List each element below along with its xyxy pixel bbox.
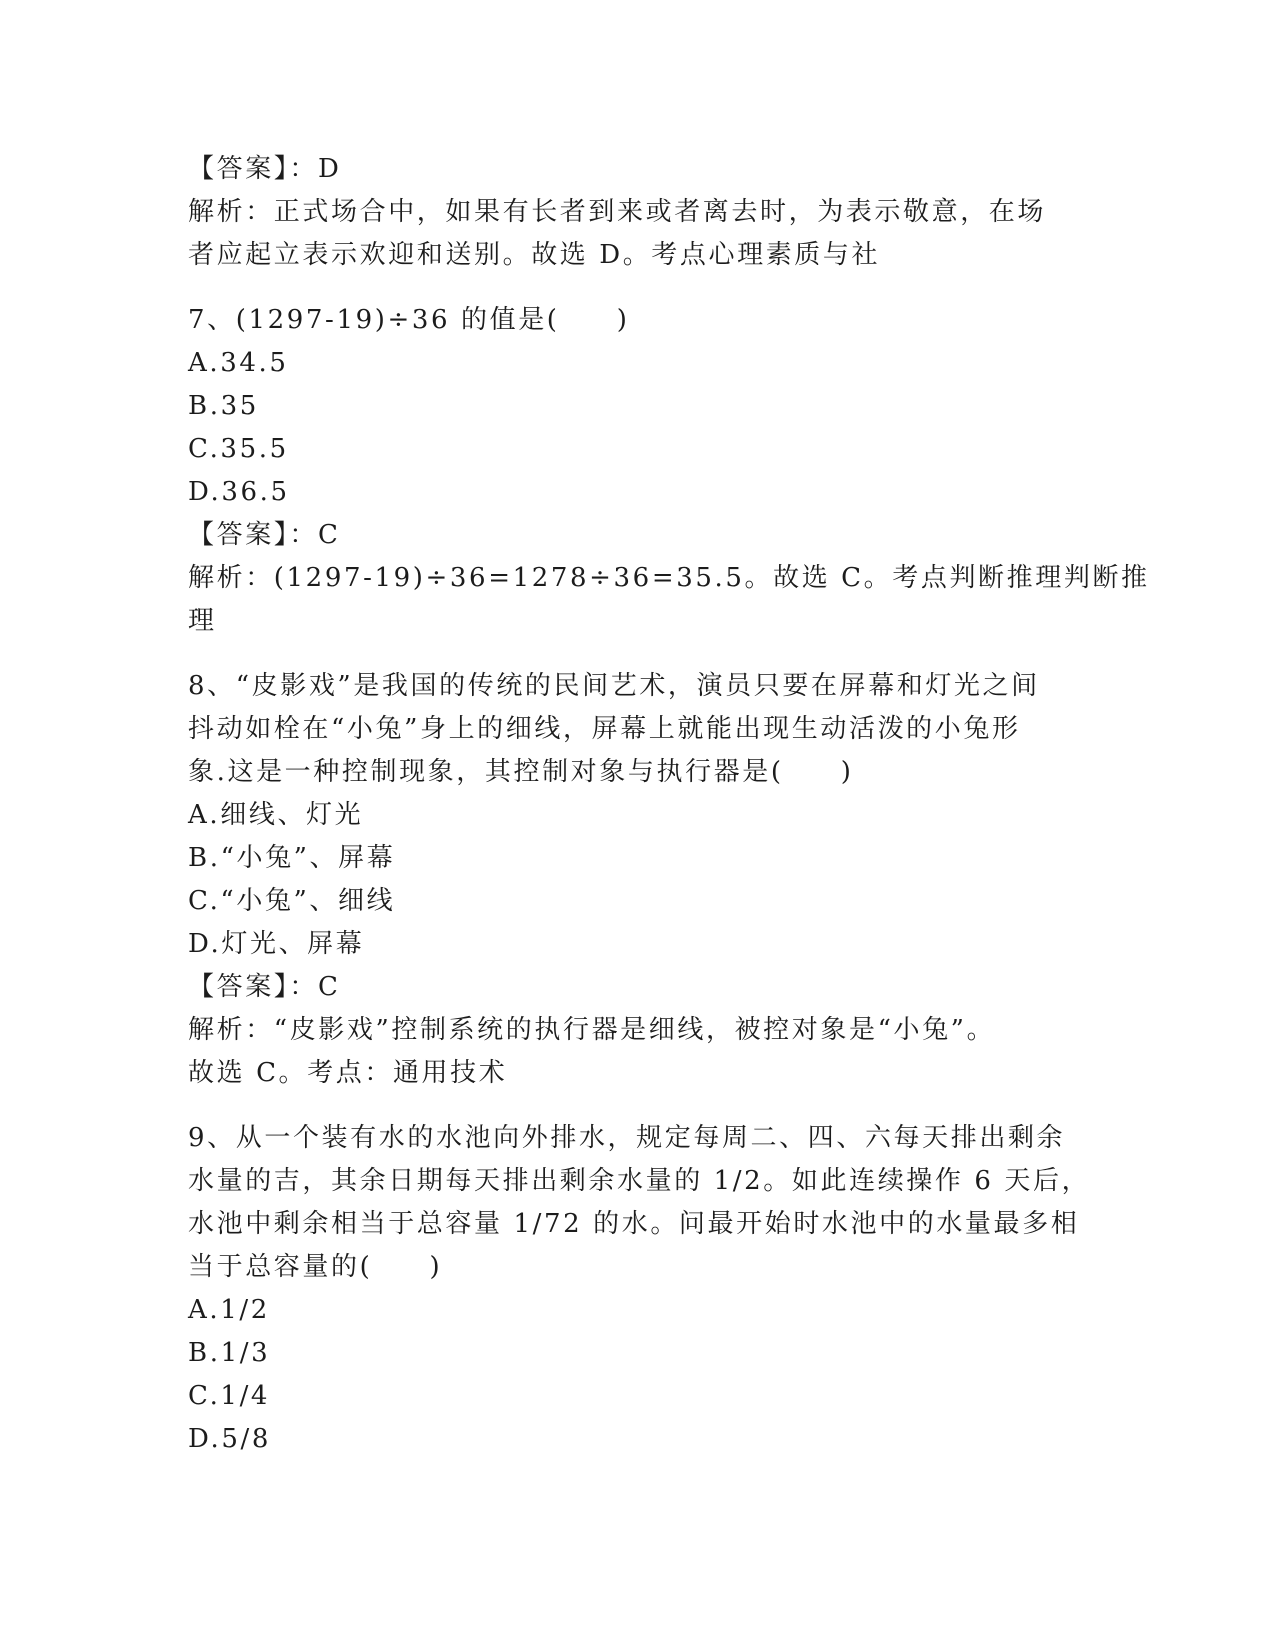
question-7 <box>188 299 1150 643</box>
option-a: A.34.5 <box>188 348 289 378</box>
question-9 <box>188 1117 1091 1461</box>
analysis-line: 者应起立表示欢迎和送别。故选 D。考点心理素质与社 <box>188 240 881 270</box>
option-c: C.“小兔”、细线 <box>188 886 396 916</box>
question-text: 8、“皮影戏”是我国的传统的民间艺术，演员只要在屏幕和灯光之间 <box>188 671 1040 701</box>
option-c: C.1/4 <box>188 1381 271 1411</box>
question-text: 象.这是一种控制现象，其控制对象与执行器是( ) <box>188 757 854 787</box>
option-b: B.1/3 <box>188 1338 271 1368</box>
answer-line: 【答案】：D <box>188 154 342 184</box>
option-d: D.灯光、屏幕 <box>188 929 365 959</box>
analysis-line: 解析：(1297-19)÷36=1278÷36=35.5。故选 C。考点判断推理判断推 <box>188 563 1150 593</box>
answer-line: 【答案】：C <box>188 520 341 550</box>
answer-block-q6 <box>188 148 1078 277</box>
option-d: D.5/8 <box>188 1424 272 1454</box>
question-text: 水池中剩余相当于总容量 1/72 的水。问最开始时水池中的水量最多相 <box>188 1209 1080 1239</box>
question-text: 9、从一个装有水的水池向外排水，规定每周二、四、六每天排出剩余 <box>188 1123 1066 1153</box>
option-a: A.1/2 <box>188 1295 270 1325</box>
question-text: 抖动如栓在“小兔”身上的细线，屏幕上就能出现生动活泼的小兔形 <box>188 714 1021 744</box>
analysis-line: 理 <box>188 606 217 636</box>
answer-line: 【答案】：C <box>188 972 341 1002</box>
option-b: B.35 <box>188 391 259 421</box>
analysis-line: 解析：正式场合中，如果有长者到来或者离去时，为表示敬意，在场 <box>188 197 1047 227</box>
document-content <box>188 148 1150 1461</box>
option-a: A.细线、灯光 <box>188 800 364 830</box>
question-text: 7、(1297-19)÷36 的值是( ) <box>188 305 630 335</box>
option-c: C.35.5 <box>188 434 289 464</box>
analysis-line: 故选 C。考点：通用技术 <box>188 1058 508 1088</box>
question-text: 当于总容量的( ) <box>188 1252 443 1282</box>
analysis-line: 解析：“皮影戏”控制系统的执行器是细线，被控对象是“小兔”。 <box>188 1015 996 1045</box>
question-text: 水量的吉，其余日期每天排出剩余水量的 1/2。如此连续操作 6 天后， <box>188 1166 1091 1196</box>
question-8 <box>188 665 1078 1095</box>
option-d: D.36.5 <box>188 477 290 507</box>
option-b: B.“小兔”、屏幕 <box>188 843 396 873</box>
